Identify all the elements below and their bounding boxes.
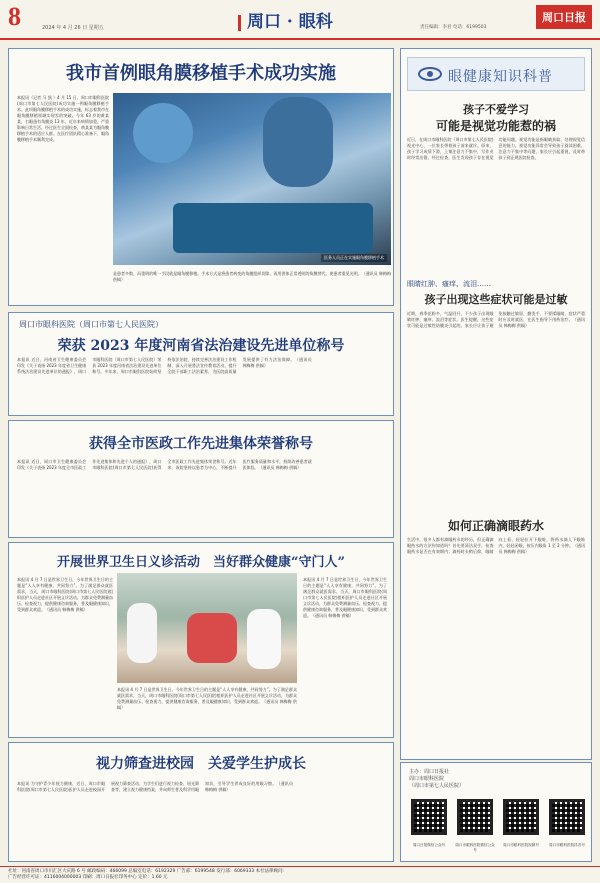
article-1-tail: 是患者多数，而重明的唯一手段就是眼角膜移植。手术方式是将患者病变的角膜组织切除，再用供体正常透明的角膜替代，使患者重见光明。（通讯员 韩梅梅 供稿） (113, 271, 391, 282)
article-5-body: 本报讯 为守护青少年视力健康，近日，周口市眼科医院(周口市第七人民医院)医护人员走进校园开展视力筛查活动，为学生们进行视力检查、屈光筛查等，建立视力健康档案，并向师生普及科学用眼知识，引导学生养成良好的用眼习惯。（通讯员 韩梅梅 供稿） (17, 781, 293, 792)
article-b-kicker: 眼睛红肿、瘙痒、流泪…… (407, 280, 491, 288)
qr-code-3[interactable] (503, 799, 539, 835)
sponsor-line-1: 主办：周口日报社 (409, 769, 450, 775)
column-banner-text: 眼健康知识科普 (448, 69, 553, 85)
qr-code-1[interactable] (411, 799, 447, 835)
surgery-photo (113, 93, 391, 265)
surgeon-figure (133, 103, 193, 163)
eye-icon (418, 67, 442, 81)
sponsor-lines (409, 769, 464, 790)
nurse-figure (247, 609, 281, 669)
article-a-headline-line2: 可能是视觉功能惹的祸 (435, 119, 556, 133)
article-4-body-column-3: 本报讯 4 月 7 日是世界卫生日，今年世界卫生日的主题是“人人享有健康，共同努力”。为了满足群众就医需求，当天，周口市眼科医院(周口市第七人民医院)组织医护人员走进社区开展义诊活动，为群众免费测量血压、检查视力，提供健康咨询服务，普及眼健康知识，受到群众欢迎。（通讯员 韩梅梅 供稿） (303, 577, 387, 618)
newspaper-logo: 周口日报 (536, 5, 592, 29)
article-2-headline: 荣获 2023 年度河南省法治建设先进单位称号 (57, 338, 345, 354)
article-b-headline: 孩子出现这些症状可能是过敏 (424, 293, 568, 306)
article-law-award (8, 312, 394, 416)
eye-health-column (400, 48, 592, 760)
clinic-photo (117, 573, 297, 683)
article-b-body: 近期，春季花粉多，气温回升，不少孩子出现眼睛红肿、瘙痒、流泪等症状。医生提醒，这些症状可能是过敏性结膜炎引起的。家长应让孩子避免接触过敏原，勤洗手，不要揉眼睛，症状严重时应及时就医，在医生指导下用药治疗。（通讯员 韩梅梅 供稿） (407, 311, 585, 328)
sponsor-line-2: 周口市眼科医院 (409, 776, 445, 782)
page-number: 8 (8, 2, 21, 31)
article-c-headline: 如何正确滴眼药水 (447, 519, 544, 533)
publication-info-line-2: 广告经营许可证：4116004000003 印刷：周口日报社印务中心 定价：1.60 元 (8, 875, 168, 880)
section-title-text: 周口 · 眼科 (247, 12, 333, 32)
section-title (238, 7, 333, 32)
qr-code-2[interactable] (457, 799, 493, 835)
surgical-drape (173, 203, 373, 253)
qr-label-3: 周口市眼科医院视频号 (503, 843, 539, 847)
column-banner (407, 57, 585, 91)
title-bar-decoration (238, 15, 241, 31)
article-3-headline: 获得全市医政工作先进集体荣誉称号 (89, 436, 313, 452)
sponsor-line-3: （周口市第七人民医院） (409, 783, 465, 789)
qr-label-2: 周口市眼科医院微信公众号 (455, 843, 495, 852)
article-3-body: 本报讯 近日，周口市卫生健康委员会印发《关于表扬 2023 年度全市医政工作先进集体和先进个人的通报》，周口市眼科医院(周口市第七人民医院)获得全市医政工作先进集体荣誉称号。近年来，该院坚持以患者为中心，不断提升医疗服务质量和水平，持续改善患者就医体验。（通讯员 韩梅梅 供稿） (17, 459, 312, 470)
publication-info-bar (0, 866, 600, 883)
article-4-body: 本报讯 4 月 7 日是世界卫生日，今年世界卫生日的主题是“人人享有健康，共同努力”。为了满足群众就医需求，当天，周口市眼科医院(周口市第七人民医院)组织医护人员走进社区开展义诊活动，为群众免费测量血压、检查视力，提供健康咨询服务，普及眼健康知识，受到群众欢迎。（通讯员 韩梅梅 供稿） (17, 577, 113, 612)
article-1-body: 本报讯（记者 马 凯 ）4 月 15 日，周口市眼科医院(周口市第七人民医院)成功实施一例眼角膜移植手术。此项眼角膜移植手术的成功实施，标志着我市在眼角膜移植领域实现零的突破。今年 63 岁的黄某某，右眼患有角膜炎 13 年，近年来病情加重，严重影响日常生活。经过医生全面检查，黄某某为眼角膜移植手术的适应人群。在医疗团队精心准备下，眼角膜移植手术顺利完成。 (17, 95, 109, 142)
article-c-body: 生活中，很多人都有滴眼药水的经历，但正确滴眼药水的方法你知道吗？首先要清洁双手，检查眼药水是否在有效期内；滴药时头稍后仰，眼睛向上看，轻轻拉开下眼睑，将药水滴入下眼睑内，轻轻闭眼，按压内眼角 1 至 2 分钟。（通讯员 韩梅梅 供稿） (407, 537, 585, 554)
date-line: 2024 年 4 月 26 日 星期五 (42, 25, 104, 31)
microscope-figure (263, 97, 333, 187)
qr-code-4[interactable] (549, 799, 585, 835)
article-world-health-day (8, 542, 394, 738)
article-medical-admin-award (8, 420, 394, 538)
article-school-vision-screening (8, 742, 394, 862)
article-5-headline: 视力筛查进校园 关爱学生护成长 (96, 756, 306, 772)
article-a-body: 近日，在周口市眼科医院（周口市第七人民医院)视光中心，一位家长带着孩子前来就诊。原来，孩子学习成绩下滑，上课注意力不集中，写作业时经常出错。经过检查，医生发现孩子存在视觉功能问题。视觉功能是指眼睛获取、处理视觉信息的能力，视觉功能异常会导致孩子阅读困难、注意力不集中等问题，家长应引起重视，及时带孩子到正规医院检查。 (407, 137, 585, 160)
doctor-figure (127, 603, 157, 663)
article-2-body: 本报讯 近日，河南省卫生健康委员会印发《关于表扬 2023 年度省卫生健康系统法治建设先进单位的通报》，周口市眼科医院（周口市第七人民医院）荣获 2023 年度河南省法治建设先进单位称号。多年来，周口市眼科医院始终坚持依法治院，持续完善法治建设工作机制，深入开展普法宣传教育活动，提升全院干部职工法治素养，为医院高质量发展提供了有力法治保障。（通讯员 韩梅梅 供稿） (17, 357, 312, 374)
patient-figure (187, 613, 237, 663)
photo-caption: 医务人员正在实施眼角膜移植手术 (321, 254, 387, 262)
article-a-headline-line1: 孩子不爱学习 (463, 103, 529, 116)
editor-line: 责任编辑：李君 电话：6199503 (420, 25, 487, 30)
article-1-headline: 我市首例眼角膜移植手术成功实施 (66, 63, 336, 84)
article-4-headline: 开展世界卫生日义诊活动 当好群众健康“守门人” (57, 555, 345, 570)
article-2-source: 周口市眼科医院（周口市第七人民医院） (19, 320, 163, 329)
qr-label-1: 周口日报微信公众号 (412, 843, 446, 847)
masthead (0, 0, 600, 40)
publication-info-line-1: 社址：河南省周口市川汇区大庆路 6 号 邮政编码：466099 总编室电话：6192329 广告部：6199548 发行部：6069333 本社法律顾问： (8, 869, 288, 874)
sponsor-box (400, 762, 592, 862)
article-cornea-transplant (8, 48, 394, 306)
article-4-body-continued: 本报讯 4 月 7 日是世界卫生日，今年世界卫生日的主题是“人人享有健康，共同努力”。为了满足群众就医需求，当天，周口市眼科医院(周口市第七人民医院)组织医护人员走进社区开展义诊活动，为群众免费测量血压、检查视力，提供健康咨询服务，普及眼健康知识，受到群众欢迎。（通讯员 韩梅梅 供稿） (117, 687, 297, 710)
qr-label-4: 周口市眼科医院抖音号 (549, 843, 585, 847)
